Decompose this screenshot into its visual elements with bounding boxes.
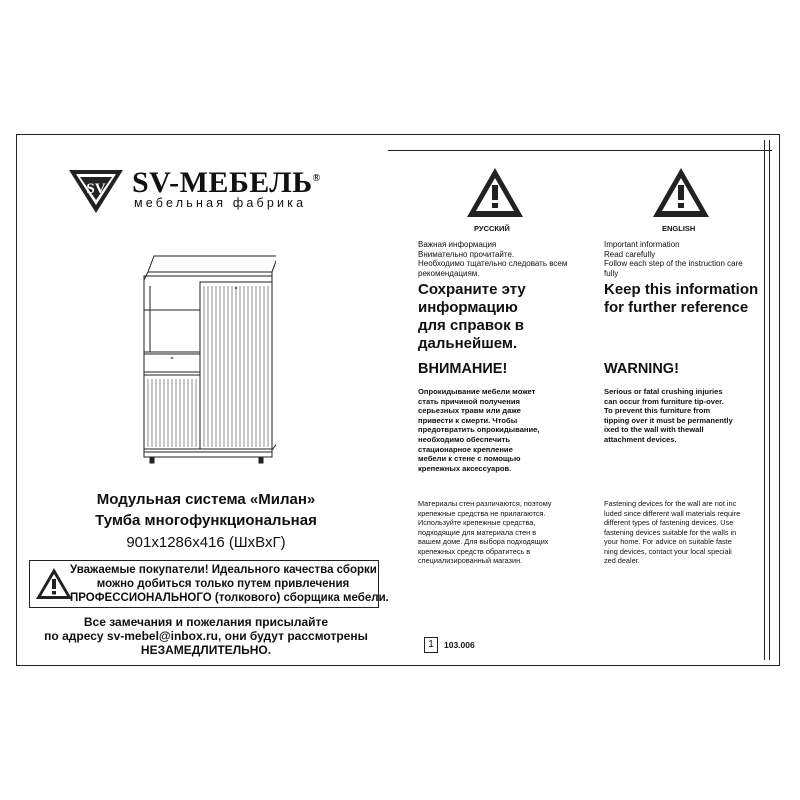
warning-text-russian <box>418 387 540 473</box>
brand-name-text: SV-МЕБЕЛЬ <box>132 166 313 199</box>
binder-line <box>764 140 765 660</box>
text-line: zed dealer. <box>604 556 640 565</box>
text-line: подходящие для материала стен в <box>418 527 537 537</box>
text-line: рекомендациям. <box>418 268 480 278</box>
text-line: for further reference <box>604 299 749 316</box>
text-line: крепежных средств обратитесь в <box>418 546 531 556</box>
text-line: To prevent this furniture from <box>604 406 711 416</box>
text-line: специализированный магазин. <box>418 556 523 565</box>
text-line: ixed to the wall with thewall <box>604 425 704 435</box>
warning-triangle-icon <box>651 166 711 220</box>
text-line: ning devices, contact your local speciali <box>604 546 732 556</box>
text-line: Important information <box>604 240 680 249</box>
notice-line: Уважаемые покупатели! Идеального качества сборки <box>70 564 377 576</box>
text-line: Read carefully <box>604 249 656 259</box>
text-line: предотвратить опрокидывание, <box>418 425 540 435</box>
text-line: стационарное крепление <box>418 444 513 454</box>
text-line: Keep this information <box>604 281 759 298</box>
text-line: Материалы стен различаются, поэтому <box>418 499 552 508</box>
text-line: необходимо обеспечить <box>418 434 511 444</box>
binder-top-line <box>388 150 772 151</box>
text-line: Необходимо тщательно следовать всем <box>418 259 568 268</box>
contact-line: по адресу sv-mebel@inbox.ru, они будут рассмотрены <box>44 629 368 643</box>
language-label-english: ENGLISH <box>662 224 696 233</box>
warning-triangle-icon <box>465 166 525 220</box>
document-code: 103.006 <box>444 640 475 650</box>
product-dimensions: 901х1286х416 (ШхВхГ) <box>126 534 286 551</box>
text-line: fully <box>604 268 619 278</box>
text-line: крепежных аксессуаров. <box>418 463 512 473</box>
important-info-russian <box>418 240 567 278</box>
text-line: Используйте крепежные средства, <box>418 518 536 527</box>
text-line: вашем доме. Для выбора подходящих <box>418 537 549 546</box>
keep-info-russian <box>418 281 526 353</box>
contact-info <box>30 615 382 657</box>
keep-info-english <box>604 281 758 317</box>
registered-mark: ® <box>312 173 321 184</box>
notice-line: ПРОФЕССИОНАЛЬНОГО (толкового) сборщика мебели. <box>70 592 389 604</box>
text-line: стать причиной получения <box>418 396 520 406</box>
text-line: информацию <box>418 299 518 316</box>
binder-line <box>769 140 770 660</box>
emblem-letters: SV <box>86 181 106 197</box>
text-line: дальнейшем. <box>418 335 518 352</box>
text-line: мебели к стене с помощью <box>418 454 521 464</box>
notice-line: можно добиться только путем привлечения <box>96 578 350 590</box>
text-line: Важная информация <box>418 240 497 249</box>
text-line: attachment devices. <box>604 434 677 444</box>
text-line: your home. For advice on suitable faste <box>604 537 732 546</box>
product-name: Тумба многофункциональная <box>95 512 317 529</box>
warning-text-english <box>604 387 733 445</box>
cabinet-drawing <box>136 252 276 472</box>
warning-title-english: WARNING! <box>604 361 679 377</box>
contact-line: Все замечания и пожелания присылайте <box>83 615 329 629</box>
text-line: Serious or fatal crushing injuries <box>604 387 723 396</box>
warning-triangle-icon <box>34 566 74 602</box>
text-line: Сохраните эту <box>418 281 526 298</box>
text-line: для справок в <box>418 317 524 334</box>
text-line: fastening devices suitable for the walls in <box>604 527 737 537</box>
text-line: tipping over it must be permanently <box>604 415 733 425</box>
brand-name <box>132 166 321 200</box>
brand-tagline: мебельная фабрика <box>134 196 307 210</box>
handle-mark-top: = <box>234 286 238 292</box>
brand-emblem-icon <box>66 160 126 216</box>
product-series-title: Модульная система «Милан» <box>96 491 316 508</box>
text-line: Опрокидывание мебели может <box>418 387 536 396</box>
language-label-russian: РУССКИЙ <box>474 224 510 233</box>
text-line: привести к смерти. Чтобы <box>418 415 518 425</box>
warning-title-russian: ВНИМАНИЕ! <box>418 361 508 377</box>
assembly-notice-text <box>70 563 389 605</box>
text-line: different types of fastening devices. Use <box>604 518 734 527</box>
text-line: Внимательно прочитайте. <box>418 249 515 259</box>
fasteners-info-english <box>604 499 740 566</box>
text-line: Fastening devices for the wall are not inc <box>604 499 737 508</box>
page-number: 1 <box>424 637 438 653</box>
fasteners-info-russian <box>418 499 551 566</box>
text-line: крепежные средства не прилагаются. <box>418 508 546 518</box>
contact-line: НЕЗАМЕДЛИТЕЛЬНО. <box>140 643 272 657</box>
text-line: серьезных травм или даже <box>418 406 521 416</box>
text-line: luded since different wall materials require <box>604 508 741 518</box>
important-info-english <box>604 240 743 278</box>
text-line: can occur from furniture tip-over. <box>604 396 724 406</box>
handle-mark-mid: = <box>170 356 174 362</box>
text-line: Follow each step of the instruction care <box>604 259 743 268</box>
